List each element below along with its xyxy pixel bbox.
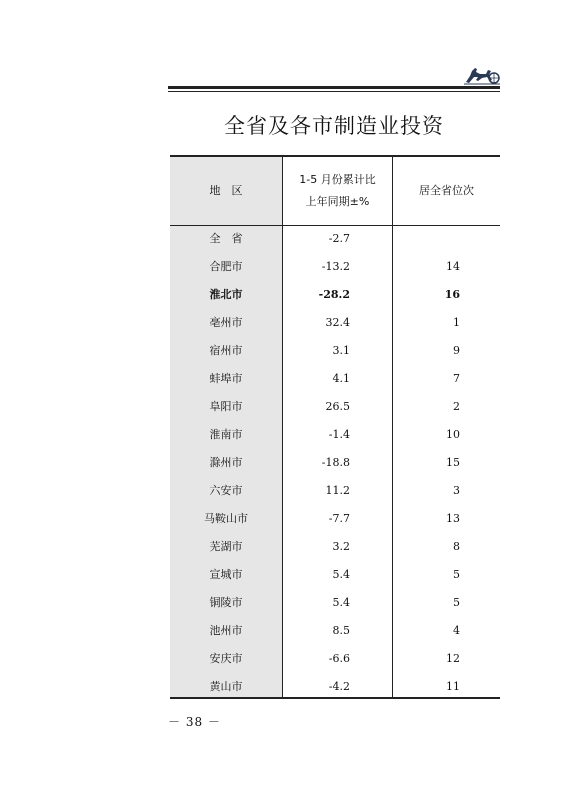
region-cell: 合肥市	[209, 260, 243, 273]
header-rule-thin	[168, 91, 500, 92]
table-row	[170, 590, 500, 618]
rank-cell: 13	[446, 512, 460, 525]
value-cell: -13.2	[321, 260, 350, 273]
region-cell: 蚌埠市	[209, 372, 243, 385]
region-cell: 宿州市	[209, 344, 243, 357]
header-rank	[393, 157, 500, 225]
page-number: － 38 －	[168, 715, 221, 729]
table-row	[170, 394, 500, 422]
header-change-line2: 上年同期±%	[305, 195, 370, 208]
value-cell: -1.4	[328, 428, 350, 441]
rank-cell: 14	[446, 260, 460, 273]
table-row	[170, 534, 500, 562]
value-cell: -2.7	[328, 232, 350, 245]
table-row	[170, 450, 500, 478]
table-body	[170, 226, 500, 702]
rank-cell: 1	[453, 316, 460, 329]
table-row	[170, 506, 500, 534]
rank-cell: 7	[453, 372, 460, 385]
page-title: 全省及各市制造业投资	[224, 114, 444, 138]
rank-cell: 15	[446, 456, 460, 469]
rank-cell: 5	[453, 568, 460, 581]
value-cell: -18.8	[321, 456, 350, 469]
header-change-line1: 1-5 月份累计比	[299, 173, 376, 186]
table-row	[170, 338, 500, 366]
rank-cell: 12	[446, 652, 460, 665]
region-cell: 阜阳市	[209, 400, 243, 413]
value-cell: 8.5	[332, 624, 350, 637]
rank-cell: 11	[446, 680, 460, 693]
table-row	[170, 366, 500, 394]
region-cell: 黄山市	[209, 680, 243, 693]
value-cell: 3.1	[332, 344, 350, 357]
value-cell: -7.7	[328, 512, 350, 525]
region-cell: 淮南市	[209, 428, 243, 441]
value-cell: 3.2	[332, 540, 350, 553]
header-region-label: 地 区	[209, 184, 243, 197]
region-cell: 六安市	[209, 484, 243, 497]
table-row	[170, 226, 500, 254]
rank-cell: 16	[444, 288, 460, 301]
rank-cell: 10	[446, 428, 460, 441]
table-row	[170, 254, 500, 282]
region-cell: 芜湖市	[209, 540, 243, 553]
table-row	[170, 646, 500, 674]
value-cell: 5.4	[332, 568, 350, 581]
rank-cell: 2	[453, 400, 460, 413]
value-cell: 32.4	[325, 316, 350, 329]
region-cell: 宣城市	[209, 568, 243, 581]
region-cell: 滁州市	[209, 456, 243, 469]
value-cell: -4.2	[328, 680, 350, 693]
horse-chariot-logo-icon	[462, 62, 502, 86]
table-row	[170, 282, 500, 310]
header-rule	[168, 86, 500, 89]
region-cell: 池州市	[209, 624, 243, 637]
value-cell: -28.2	[318, 288, 350, 301]
region-cell: 淮北市	[209, 288, 243, 301]
rank-cell: 4	[453, 624, 460, 637]
table-row	[170, 310, 500, 338]
value-cell: 11.2	[325, 484, 350, 497]
rank-cell: 3	[453, 484, 460, 497]
header-change	[283, 157, 392, 225]
value-cell: 5.4	[332, 596, 350, 609]
rank-cell: 5	[453, 596, 460, 609]
table-row	[170, 478, 500, 506]
rank-cell: 9	[453, 344, 460, 357]
table-row	[170, 618, 500, 646]
region-cell: 铜陵市	[209, 596, 243, 609]
rank-cell: 8	[453, 540, 460, 553]
value-cell: 4.1	[332, 372, 350, 385]
header-region	[170, 157, 282, 225]
table-row	[170, 422, 500, 450]
region-cell: 全 省	[209, 232, 243, 245]
table-bottom-rule	[170, 697, 500, 699]
region-cell: 马鞍山市	[204, 512, 248, 525]
value-cell: 26.5	[325, 400, 350, 413]
header-rank-label: 居全省位次	[419, 184, 474, 197]
region-cell: 安庆市	[209, 652, 243, 665]
value-cell: -6.6	[328, 652, 350, 665]
table-row	[170, 562, 500, 590]
region-cell: 亳州市	[209, 316, 243, 329]
